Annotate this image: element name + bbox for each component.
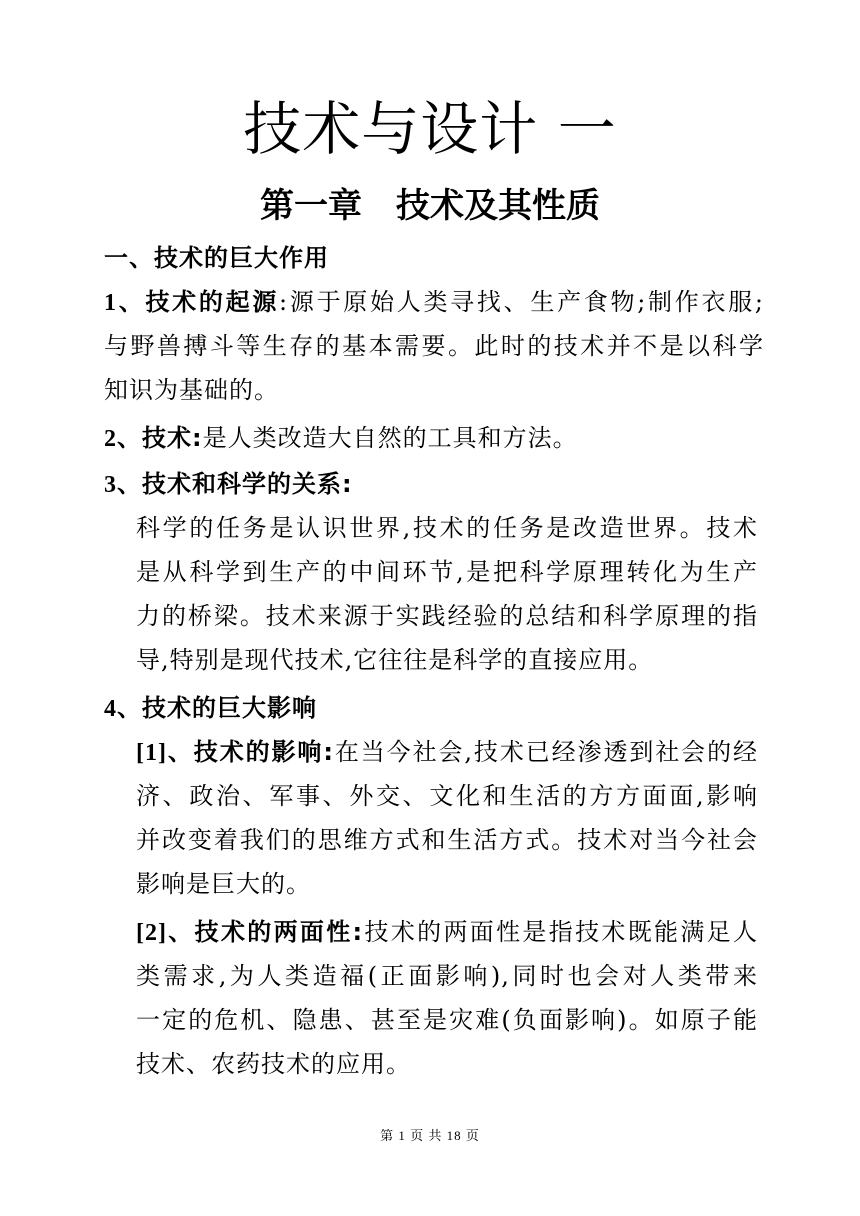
sub-1-line-3: 并改变着我们的思维方式和生活方式。技术对当今社会 [136, 826, 758, 854]
sub-2-line-3: 一定的危机、隐患、甚至是灾难(负面影响)。如原子能 [136, 1006, 758, 1034]
item-3-line-1: 科学的任务是认识世界,技术的任务是改造世界。技术 [136, 514, 758, 542]
sub-1-text: 在当今社会,技术已经渗透到社会的经 [333, 738, 758, 766]
item-4-number: 4 [104, 696, 117, 722]
chapter-heading: 第一章 技术及其性质 [260, 186, 600, 226]
sub-2-line-4: 技术、农药技术的应用。 [136, 1050, 411, 1078]
item-1-line-1 [104, 282, 764, 323]
section-heading [104, 238, 764, 278]
page-footer: 第 1 页 共 18 页 [380, 1128, 480, 1143]
item-3-line-4: 导,特别是现代技术,它往往是科学的直接应用。 [136, 646, 654, 674]
item-3-line-2: 是从科学到生产的中间环节,是把科学原理转化为生产 [136, 558, 758, 586]
sub-2-line-2: 类需求,为人类造福(正面影响),同时也会对人类带来 [136, 962, 758, 990]
item-2-text: 是人类改造大自然的工具和方法。 [202, 424, 578, 452]
sub-1-line-4: 影响是巨大的。 [136, 870, 311, 898]
item-1-colon: : [279, 288, 289, 316]
item-3-number: 3 [104, 472, 117, 498]
sub-1-line-1 [136, 732, 758, 773]
section-heading-text: 一、技术的巨大作用 [104, 244, 329, 272]
item-2-heading: 、技术: [117, 424, 203, 452]
item-1-heading: 、技术的起源 [117, 288, 280, 316]
sub-2-text: 技术的两面性是指技术既能满足人 [363, 918, 759, 946]
item-1-number: 1 [104, 290, 117, 316]
sub-1-heading: 、技术的影响: [166, 738, 334, 766]
item-1-line-2: 与野兽搏斗等生存的基本需要。此时的技术并不是以科学 [104, 332, 764, 360]
sub-2-heading: 、技术的两面性: [166, 918, 364, 946]
document-title: 技术与设计 一 [243, 95, 617, 163]
item-1-line-3: 知识为基础的。 [104, 376, 279, 404]
item-1-text: 源于原始人类寻找、生产食物;制作衣服; [288, 288, 765, 316]
item-2-number: 2 [104, 426, 117, 452]
item-4-heading: 、技术的巨大影响 [117, 694, 317, 722]
item-3-heading-line [104, 464, 764, 505]
item-2-line [104, 418, 764, 459]
sub-2-number: [2] [136, 920, 167, 946]
sub-1-line-2: 济、政治、军事、外交、文化和生活的方方面面,影响 [136, 782, 758, 810]
sub-2-line-1 [136, 912, 758, 953]
item-4-heading-line [104, 688, 764, 729]
sub-1-number: [1] [136, 740, 167, 766]
item-3-line-3: 力的桥梁。技术来源于实践经验的总结和科学原理的指 [136, 602, 758, 630]
item-3-heading: 、技术和科学的关系: [117, 470, 353, 498]
